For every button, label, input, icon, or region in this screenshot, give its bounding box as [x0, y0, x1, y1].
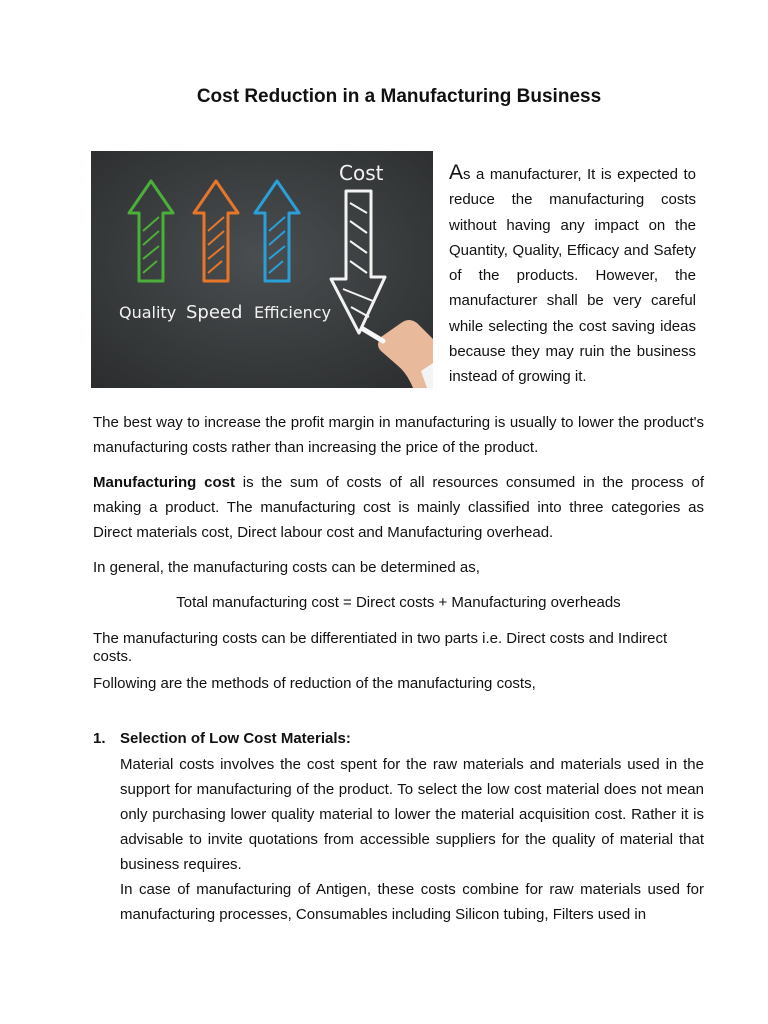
figure-label-speed: Speed	[186, 302, 243, 323]
list-number: 1.	[93, 730, 106, 747]
paragraph-general: In general, the manufacturing costs can be determined as,	[93, 559, 480, 576]
list-heading-1	[93, 730, 351, 747]
cost-arrows-illustration	[91, 151, 433, 388]
paragraph-manufacturing-cost	[93, 470, 704, 545]
chalkboard-graphic	[91, 151, 433, 388]
list-body-1	[120, 752, 704, 927]
figure-label-quality: Quality	[119, 303, 177, 322]
formula: Total manufacturing cost = Direct costs + Manufacturing overheads	[176, 594, 621, 611]
paragraph-differentiation: The manufacturing costs can be differentiated in two parts i.e. Direct costs and Indirect costs.	[93, 630, 668, 665]
paragraph-methods-intro: Following are the methods of reduction of the manufacturing costs,	[93, 675, 536, 692]
intro-text: s a manufacturer, It is expected to reduce the manufacturing costs without having any impact on the Quantity, Quality, Efficacy and Safety of the products. However, the manufacturer shall be very careful while selecting the cost saving ideas because they may ruin the business instead of growing it.	[449, 166, 696, 386]
page-title: Cost Reduction in a Manufacturing Business	[196, 86, 602, 107]
figure-label-cost: Cost	[339, 161, 384, 185]
term-manufacturing-cost: Manufacturing cost	[93, 474, 235, 491]
list-body-paragraph: Material costs involves the cost spent for the raw materials and materials used in the support for manufacturing of the product. To select the low cost material does not mean only purchasing lower quality material to lower the material acquisition cost. Rather it is advisable to invite quotations from accessible suppliers for the quality of material that business requires.	[120, 756, 704, 873]
definition-text: is the sum of costs of all resources consumed in the process of making a product. The manufacturing cost is mainly classified into three categories as Direct materials cost, Direct labour cost and Manufacturing overhead.	[93, 474, 704, 541]
list-heading-text: Selection of Low Cost Materials:	[120, 730, 351, 747]
figure-label-efficiency: Efficiency	[254, 303, 332, 322]
list-body-paragraph: In case of manufacturing of Antigen, these costs combine for raw materials used for manufacturing processes, Consumables including Silicon tubing, Filters used in	[120, 881, 704, 923]
drop-cap: A	[449, 161, 464, 184]
paragraph-profit-margin: The best way to increase the profit margin in manufacturing is usually to lower the product's manufacturing costs rather than increasing the price of the product.	[93, 414, 704, 456]
intro-paragraph	[449, 160, 696, 390]
